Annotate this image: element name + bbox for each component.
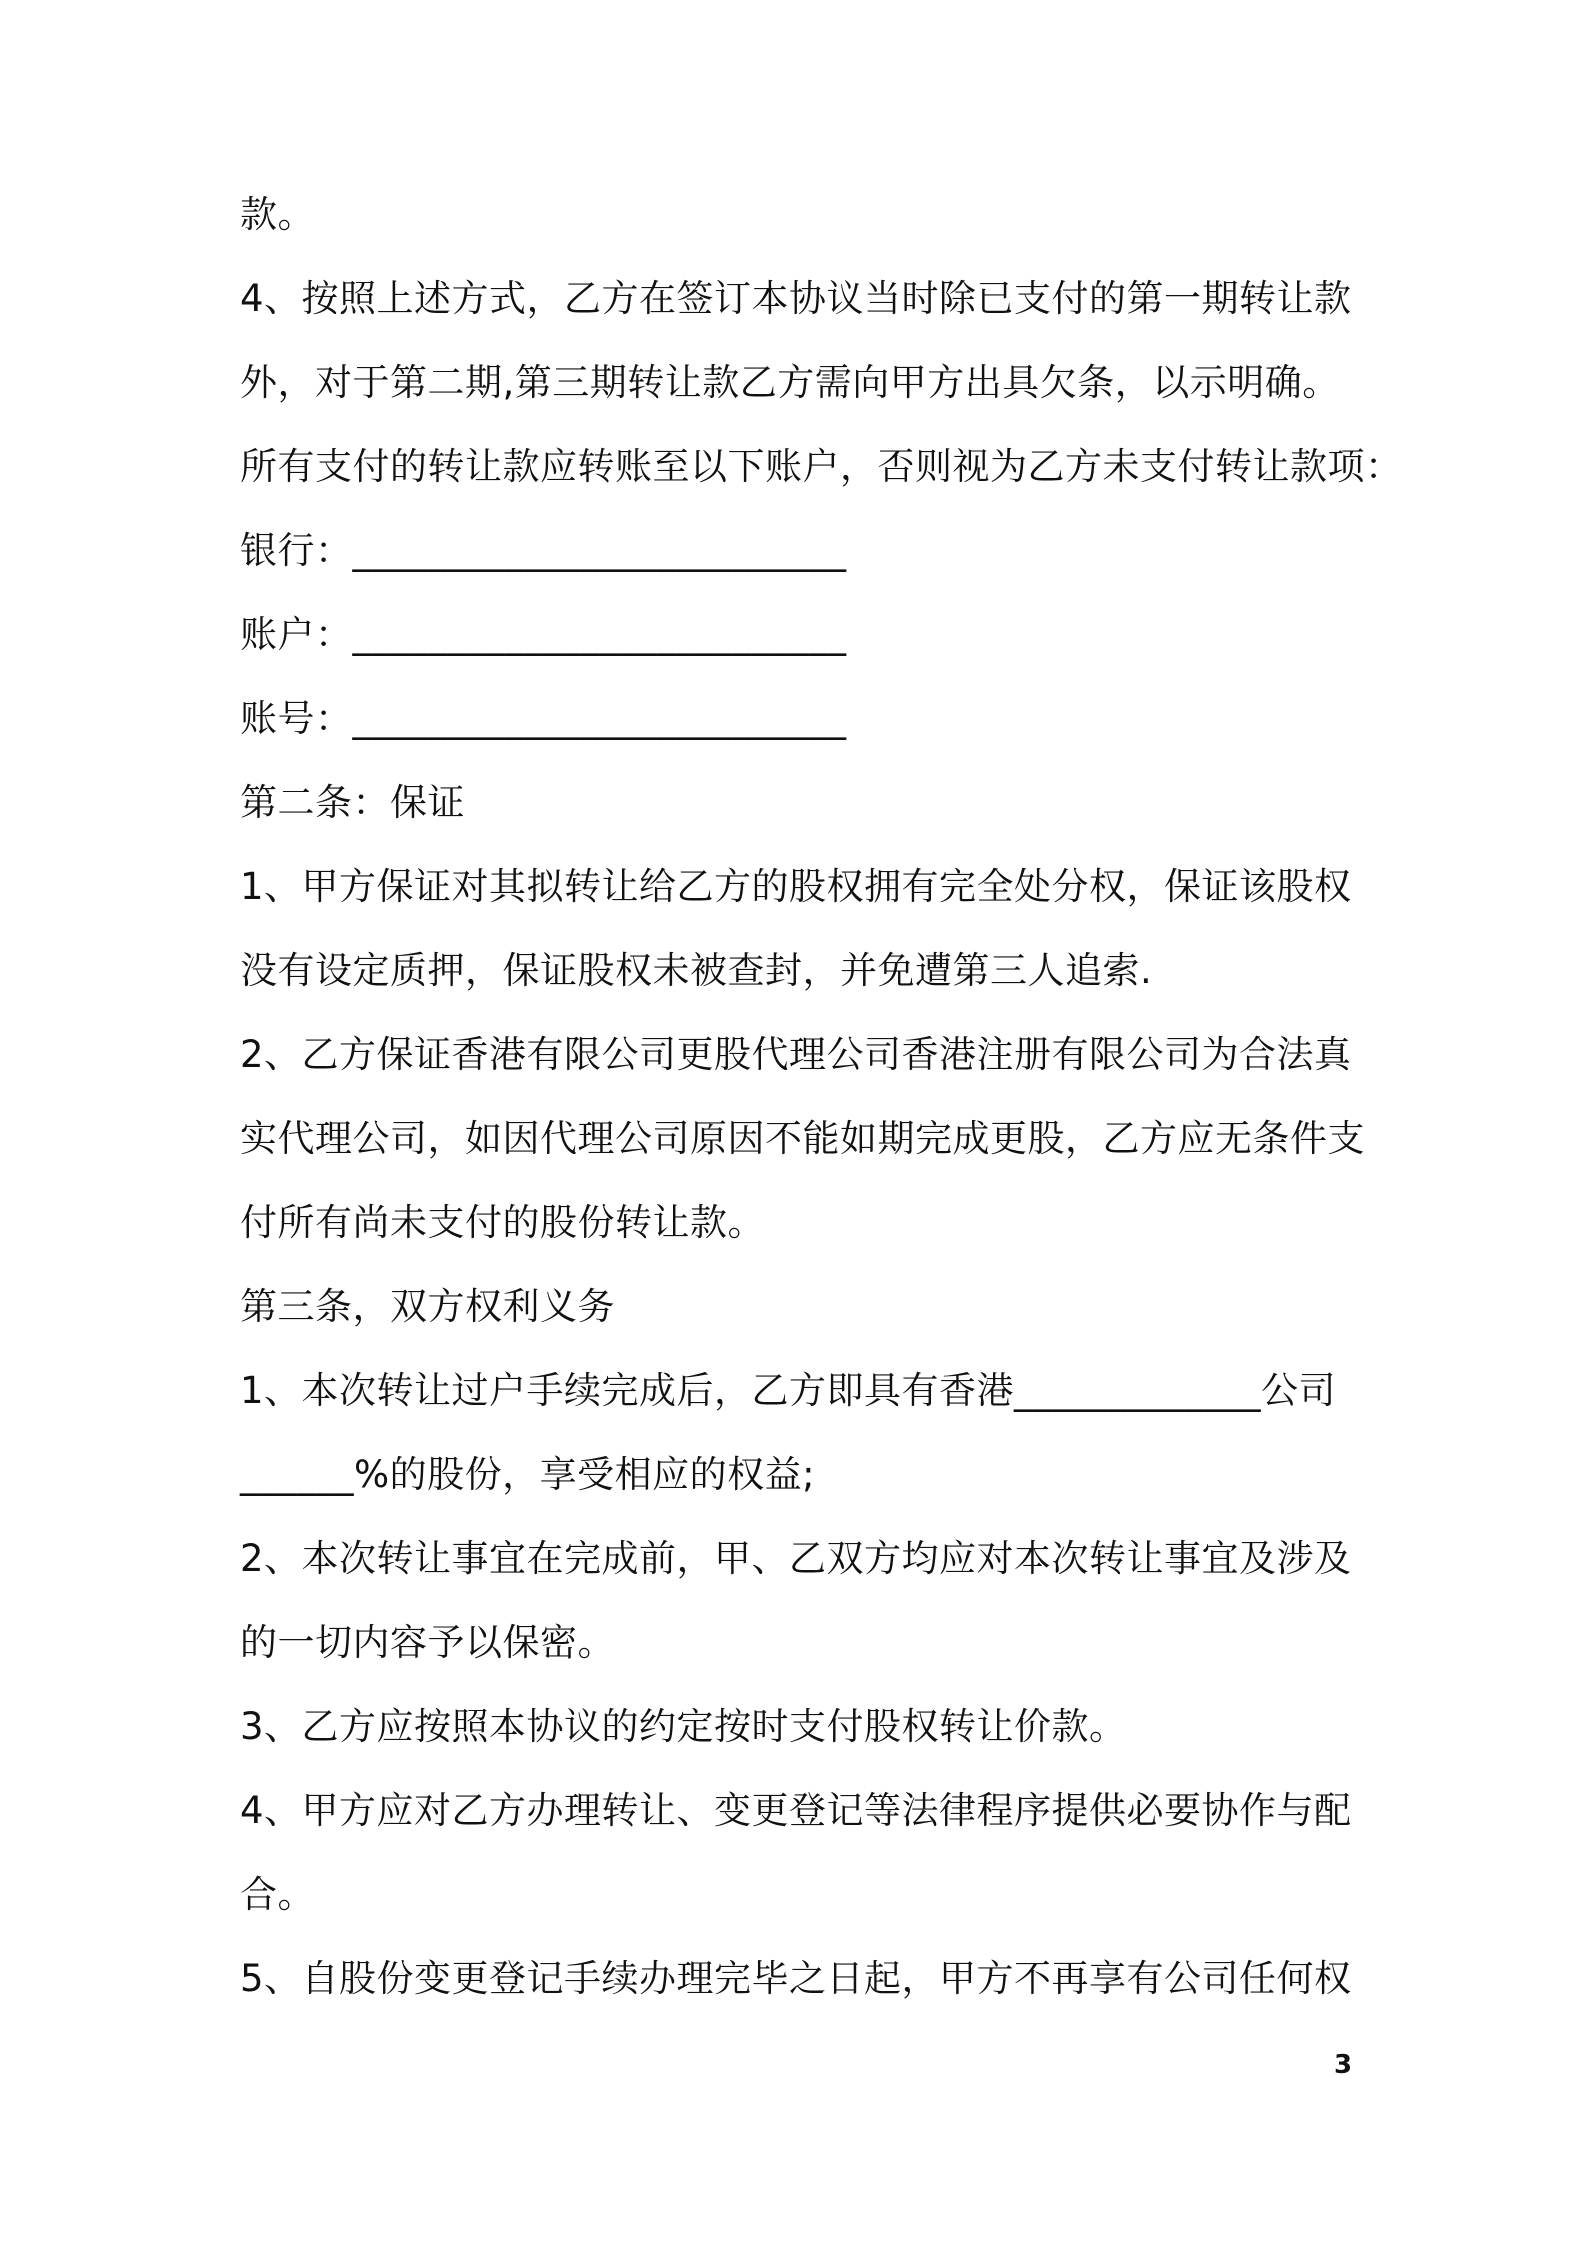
text-line: 外，对于第二期,第三期转让款乙方需向甲方出具欠条，以示明确。	[240, 361, 1340, 404]
text-line: 1、甲方保证对其拟转让给乙方的股权拥有完全处分权，保证该股权	[240, 865, 1352, 908]
page-number: 3	[1334, 2050, 1353, 2080]
text-line: ______%的股份，享受相应的权益;	[240, 1453, 816, 1496]
text-line: 5、自股份变更登记手续办理完毕之日起，甲方不再享有公司任何权	[240, 1957, 1352, 2000]
text-line: 的一切内容予以保密。	[240, 1621, 615, 1664]
text-line: 合。	[240, 1873, 315, 1916]
text-line: 2、本次转让事宜在完成前，甲、乙双方均应对本次转让事宜及涉及	[240, 1537, 1352, 1580]
text-line: 3、乙方应按照本协议的约定按时支付股权转让价款。	[240, 1705, 1127, 1748]
account-number-field: 账号：__________________________	[240, 697, 847, 740]
text-line: 没有设定质押，保证股权未被查封，并免遭第三人追索.	[240, 949, 1153, 992]
text-line: 所有支付的转让款应转账至以下账户，否则视为乙方未支付转让款项：	[240, 445, 1403, 488]
text-line: 2、乙方保证香港有限公司更股代理公司香港注册有限公司为合法真	[240, 1033, 1352, 1076]
section-heading: 第二条：保证	[240, 781, 465, 824]
text-line: 4、按照上述方式，乙方在签订本协议当时除已支付的第一期转让款	[240, 277, 1352, 320]
account-name-field: 账户：__________________________	[240, 613, 847, 656]
text-line: 实代理公司，如因代理公司原因不能如期完成更股，乙方应无条件支	[240, 1117, 1365, 1160]
section-heading: 第三条，双方权利义务	[240, 1285, 615, 1328]
text-line: 1、本次转让过户手续完成后，乙方即具有香港_____________公司	[240, 1369, 1337, 1412]
text-line: 付所有尚未支付的股份转让款。	[240, 1201, 765, 1244]
text-line: 款。	[240, 193, 315, 236]
bank-field: 银行：__________________________	[240, 529, 847, 572]
text-line: 4、甲方应对乙方办理转让、变更登记等法律程序提供必要协作与配	[240, 1789, 1352, 1832]
